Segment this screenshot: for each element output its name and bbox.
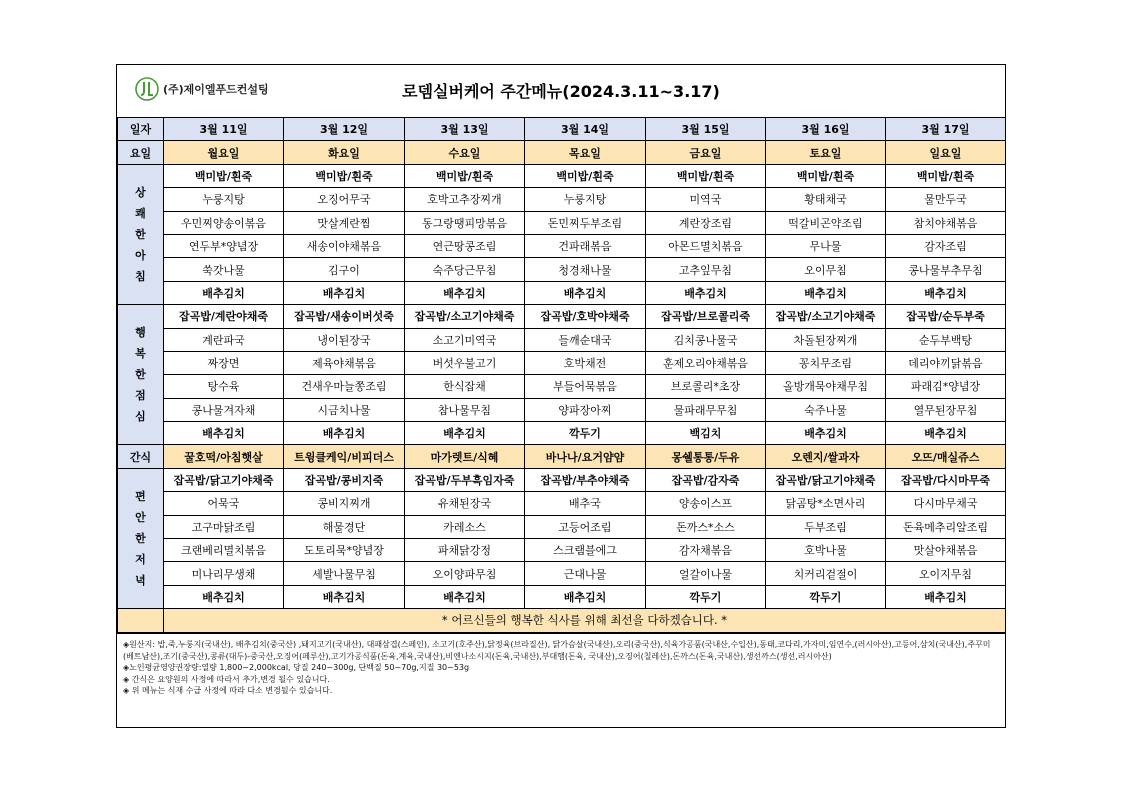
note-origin: ◈원산지: 밥,죽,누룽지(국내산), 배추김치(중국산) ,돼지고기(국내산), 대패삼겹(스페인), 소고기(호주산),닭정육(브라질산), 닭가슴살(국내산),오리(중국산),식육가공품(국내산,수입산),동태,코다리,가자미,임연수,(러시아산),고등어,삼치(국내산),주꾸미(베트남산),조기(중국산),콩류(대두)-중국산,오징어(페루산),고기가공식품(돈육,계육,국내산),비엔나소시지(돈육,국내산),부대햄(돈육, 국내산),오징어(칠레산),돈까스(돈육,국내산),생선까스(생선,러시아산): [123, 640, 991, 661]
lunch-cell: 콩나물겨자채: [164, 398, 284, 421]
breakfast-cell: 백미밥/흰죽: [886, 164, 1006, 187]
dinner-cell: 치커리겉절이: [766, 562, 886, 585]
breakfast-cell: 무나물: [766, 234, 886, 257]
breakfast-cell: 새송이야채볶음: [284, 234, 405, 257]
dinner-cell: 배추김치: [886, 585, 1006, 608]
dinner-cell: 도토리묵*양념장: [284, 539, 405, 562]
lunch-cell: 양파장아찌: [525, 398, 646, 421]
lunch-cell: 제육야채볶음: [284, 351, 405, 374]
breakfast-label-char: 침: [135, 269, 146, 283]
breakfast-cell: 배추김치: [766, 281, 886, 304]
breakfast-cell: 오이무침: [766, 258, 886, 281]
lunch-row: [118, 351, 1006, 374]
breakfast-cell: 고추잎무침: [646, 258, 766, 281]
lunch-label-char: 한: [135, 368, 146, 382]
snack-cell: 몽쉘통통/두유: [646, 445, 766, 468]
breakfast-label-char: 아: [135, 248, 146, 262]
dinner-cell: 해물경단: [284, 515, 405, 538]
lunch-cell: 파래김*양념장: [886, 375, 1006, 398]
lunch-label: [118, 305, 164, 445]
breakfast-cell: 연두부*양념장: [164, 234, 284, 257]
lunch-cell: 브로콜리*초장: [646, 375, 766, 398]
lunch-cell: 호박채전: [525, 351, 646, 374]
date-cell: 3월 17일: [886, 118, 1006, 141]
lunch-row: [118, 398, 1006, 421]
lunch-label-char: 복: [135, 347, 146, 361]
lunch-cell: 숙주나물: [766, 398, 886, 421]
breakfast-cell: 백미밥/흰죽: [646, 164, 766, 187]
lunch-cell: 김치콩나물국: [646, 328, 766, 351]
dinner-cell: 어묵국: [164, 492, 284, 515]
breakfast-cell: 맛살계란찜: [284, 211, 405, 234]
lunch-row: [118, 422, 1006, 445]
footer-message: * 어르신들의 행복한 식사를 위해 최선을 다하겠습니다. *: [164, 609, 1006, 632]
breakfast-cell: 오징어무국: [284, 188, 405, 211]
breakfast-cell: 백미밥/흰죽: [284, 164, 405, 187]
lunch-cell: 잡곡밥/계란야채죽: [164, 305, 284, 328]
breakfast-cell: 배추김치: [164, 281, 284, 304]
breakfast-cell: 동그랑땡피망볶음: [405, 211, 525, 234]
dinner-label-char: 한: [135, 532, 146, 546]
lunch-label-char: 행: [135, 326, 146, 340]
lunch-cell: 계란파국: [164, 328, 284, 351]
lunch-cell: 잡곡밥/새송이버섯죽: [284, 305, 405, 328]
page-title: 로뎀실버케어 주간메뉴(2024.3.11~3.17): [402, 82, 720, 101]
dinner-cell: 깍두기: [646, 585, 766, 608]
breakfast-cell: 물만두국: [886, 188, 1006, 211]
weekday-label: 요일: [118, 141, 164, 164]
breakfast-row: [118, 188, 1006, 211]
dinner-row: [118, 468, 1006, 491]
date-cell: 3월 13일: [405, 118, 525, 141]
dinner-cell: 파채닭강정: [405, 539, 525, 562]
breakfast-cell: 배추김치: [405, 281, 525, 304]
snack-label: 간식: [118, 445, 164, 468]
dinner-cell: 다시마무채국: [886, 492, 1006, 515]
weekday-row: [118, 141, 1006, 164]
lunch-cell: 열무된장무침: [886, 398, 1006, 421]
header: [117, 65, 1005, 117]
breakfast-row: [118, 211, 1006, 234]
dinner-cell: 오이양파무침: [405, 562, 525, 585]
breakfast-cell: 누룽지탕: [525, 188, 646, 211]
lunch-cell: 짜장면: [164, 351, 284, 374]
breakfast-cell: 돈민찌두부조림: [525, 211, 646, 234]
lunch-row: [118, 375, 1006, 398]
breakfast-cell: 황태채국: [766, 188, 886, 211]
dinner-cell: 호박나물: [766, 539, 886, 562]
lunch-cell: 시금치나물: [284, 398, 405, 421]
note-change: ◈ 위 메뉴는 식재 수급 사정에 따라 다소 변경될수 있습니다.: [123, 686, 333, 696]
breakfast-cell: 배추김치: [525, 281, 646, 304]
dinner-cell: 배추김치: [284, 585, 405, 608]
lunch-cell: 잡곡밥/호박야채죽: [525, 305, 646, 328]
date-cell: 3월 16일: [766, 118, 886, 141]
weekday-cell: 일요일: [886, 141, 1006, 164]
lunch-cell: 부들어묵볶음: [525, 375, 646, 398]
breakfast-row: [118, 234, 1006, 257]
dinner-cell: 닭곰탕*소면사리: [766, 492, 886, 515]
lunch-cell: 탕수육: [164, 375, 284, 398]
dinner-cell: 콩비지찌개: [284, 492, 405, 515]
breakfast-cell: 콩나물부추무침: [886, 258, 1006, 281]
dinner-cell: 배추국: [525, 492, 646, 515]
company-name: (주)제이엘푸드컨설팅: [163, 83, 269, 96]
breakfast-cell: 참치야채볶음: [886, 211, 1006, 234]
breakfast-cell: 백미밥/흰죽: [405, 164, 525, 187]
lunch-cell: 물파래무무침: [646, 398, 766, 421]
lunch-cell: 훈제오리야채볶음: [646, 351, 766, 374]
lunch-row: [118, 305, 1006, 328]
weekday-cell: 화요일: [284, 141, 405, 164]
note-nutrition: ◈노인평균영양권장량:열량 1,800~2,000kcal, 당질 240~300g, 단백질 50~70g,지질 30~53g: [123, 663, 470, 673]
dinner-row: [118, 492, 1006, 515]
dinner-cell: 잡곡밥/닭고기야채죽: [766, 468, 886, 491]
dinner-cell: 잡곡밥/콩비지죽: [284, 468, 405, 491]
lunch-cell: 냉이된장국: [284, 328, 405, 351]
dinner-cell: 잡곡밥/감자죽: [646, 468, 766, 491]
snack-cell: 바나나/요거얌얌: [525, 445, 646, 468]
breakfast-row: [118, 258, 1006, 281]
date-cell: 3월 15일: [646, 118, 766, 141]
breakfast-cell: 감자조림: [886, 234, 1006, 257]
lunch-cell: 잡곡밥/브로콜리죽: [646, 305, 766, 328]
dinner-cell: 미나리무생채: [164, 562, 284, 585]
snack-cell: 마가렛트/식혜: [405, 445, 525, 468]
note-snack: ◈ 간식은 요양원의 사정에 따라서 추가,변경 될수 있습니다.: [123, 674, 330, 684]
dinner-label-char: 녁: [135, 574, 146, 588]
dinner-cell: 양송이스프: [646, 492, 766, 515]
dinner-cell: 배추김치: [525, 585, 646, 608]
breakfast-cell: 쑥갓나물: [164, 258, 284, 281]
dinner-label: [118, 468, 164, 608]
breakfast-cell: 누룽지탕: [164, 188, 284, 211]
snack-cell: 오뜨/매실쥬스: [886, 445, 1006, 468]
lunch-cell: 백김치: [646, 422, 766, 445]
dinner-cell: 카레소스: [405, 515, 525, 538]
breakfast-cell: 김구이: [284, 258, 405, 281]
breakfast-label-char: 한: [135, 227, 146, 241]
weekday-cell: 토요일: [766, 141, 886, 164]
dinner-cell: 돈까스*소스: [646, 515, 766, 538]
breakfast-label: [118, 164, 164, 304]
date-cell: 3월 12일: [284, 118, 405, 141]
lunch-cell: 배추김치: [405, 422, 525, 445]
breakfast-cell: 백미밥/흰죽: [164, 164, 284, 187]
breakfast-cell: 아몬드멸치볶음: [646, 234, 766, 257]
dinner-cell: 깍두기: [766, 585, 886, 608]
lunch-cell: 잡곡밥/소고기야채죽: [766, 305, 886, 328]
breakfast-cell: 숙주당근무침: [405, 258, 525, 281]
dinner-cell: 근대나물: [525, 562, 646, 585]
date-row: [118, 118, 1006, 141]
breakfast-label-char: 쾌: [135, 206, 146, 220]
date-cell: 3월 11일: [164, 118, 284, 141]
dinner-cell: 배추김치: [164, 585, 284, 608]
breakfast-cell: 미역국: [646, 188, 766, 211]
lunch-cell: 배추김치: [164, 422, 284, 445]
dinner-cell: 잡곡밥/닭고기야채죽: [164, 468, 284, 491]
dinner-cell: 두부조림: [766, 515, 886, 538]
lunch-cell: 차돌된장찌개: [766, 328, 886, 351]
lunch-cell: 잡곡밥/소고기야채죽: [405, 305, 525, 328]
breakfast-cell: 배추김치: [886, 281, 1006, 304]
breakfast-cell: 배추김치: [284, 281, 405, 304]
dinner-cell: 세발나물무침: [284, 562, 405, 585]
lunch-label-char: 점: [135, 389, 146, 403]
dinner-cell: 감자채볶음: [646, 539, 766, 562]
weekday-cell: 목요일: [525, 141, 646, 164]
breakfast-cell: 호박고추장찌개: [405, 188, 525, 211]
dinner-label-char: 편: [135, 490, 146, 504]
date-label: 일자: [118, 118, 164, 141]
dinner-cell: 스크램블에그: [525, 539, 646, 562]
dinner-cell: 잡곡밥/다시마무죽: [886, 468, 1006, 491]
dinner-cell: 잡곡밥/두부흑임자죽: [405, 468, 525, 491]
dinner-label-char: 안: [135, 511, 146, 525]
lunch-cell: 잡곡밥/순두부죽: [886, 305, 1006, 328]
breakfast-cell: 백미밥/흰죽: [525, 164, 646, 187]
dinner-cell: 고등어조림: [525, 515, 646, 538]
dinner-cell: 유채된장국: [405, 492, 525, 515]
breakfast-label-char: 상: [135, 185, 146, 199]
breakfast-cell: 백미밥/흰죽: [766, 164, 886, 187]
breakfast-cell: 계란장조림: [646, 211, 766, 234]
weekday-cell: 수요일: [405, 141, 525, 164]
breakfast-cell: 배추김치: [646, 281, 766, 304]
breakfast-cell: 떡갈비곤약조림: [766, 211, 886, 234]
date-cell: 3월 14일: [525, 118, 646, 141]
lunch-row: [118, 328, 1006, 351]
dinner-cell: 고구마닭조림: [164, 515, 284, 538]
breakfast-cell: 연근땅콩조림: [405, 234, 525, 257]
notes: [123, 639, 999, 697]
lunch-cell: 꽁치무조림: [766, 351, 886, 374]
snack-row: [118, 445, 1006, 468]
lunch-cell: 데리야끼닭볶음: [886, 351, 1006, 374]
lunch-cell: 건새우마늘쫑조림: [284, 375, 405, 398]
snack-cell: 꿀호떡/아침햇살: [164, 445, 284, 468]
lunch-cell: 배추김치: [284, 422, 405, 445]
dinner-cell: 크랜베리멸치볶음: [164, 539, 284, 562]
dinner-cell: 돈육메추리알조림: [886, 515, 1006, 538]
lunch-cell: 한식잡채: [405, 375, 525, 398]
weekday-cell: 금요일: [646, 141, 766, 164]
lunch-cell: 소고기미역국: [405, 328, 525, 351]
lunch-cell: 배추김치: [766, 422, 886, 445]
lunch-cell: 버섯우불고기: [405, 351, 525, 374]
breakfast-cell: 건파래볶음: [525, 234, 646, 257]
dinner-label-char: 저: [135, 553, 146, 567]
dinner-row: [118, 562, 1006, 585]
lunch-cell: 깍두기: [525, 422, 646, 445]
dinner-row: [118, 515, 1006, 538]
breakfast-row: [118, 281, 1006, 304]
divider: [117, 633, 1005, 634]
dinner-cell: 얼갈이나물: [646, 562, 766, 585]
dinner-row: [118, 539, 1006, 562]
lunch-cell: 들깨순대국: [525, 328, 646, 351]
dinner-cell: 배추김치: [405, 585, 525, 608]
dinner-cell: 잡곡밥/부추야채죽: [525, 468, 646, 491]
breakfast-cell: 청경채나물: [525, 258, 646, 281]
snack-cell: 오렌지/쌀과자: [766, 445, 886, 468]
menu-sheet: [116, 64, 1006, 728]
lunch-label-char: 심: [135, 410, 146, 424]
lunch-cell: 올방개묵야채무침: [766, 375, 886, 398]
footer-row: [118, 609, 1006, 632]
dinner-row: [118, 585, 1006, 608]
breakfast-cell: 우민찌양송이볶음: [164, 211, 284, 234]
dinner-cell: 맛살야채볶음: [886, 539, 1006, 562]
weekly-menu-table: [117, 117, 1006, 633]
footer-blank: [118, 609, 164, 632]
lunch-cell: 참나물무침: [405, 398, 525, 421]
breakfast-row: [118, 164, 1006, 187]
snack-cell: 트윙클케익/비피더스: [284, 445, 405, 468]
lunch-cell: 배추김치: [886, 422, 1006, 445]
lunch-cell: 순두부백탕: [886, 328, 1006, 351]
dinner-cell: 오이지무침: [886, 562, 1006, 585]
weekday-cell: 월요일: [164, 141, 284, 164]
